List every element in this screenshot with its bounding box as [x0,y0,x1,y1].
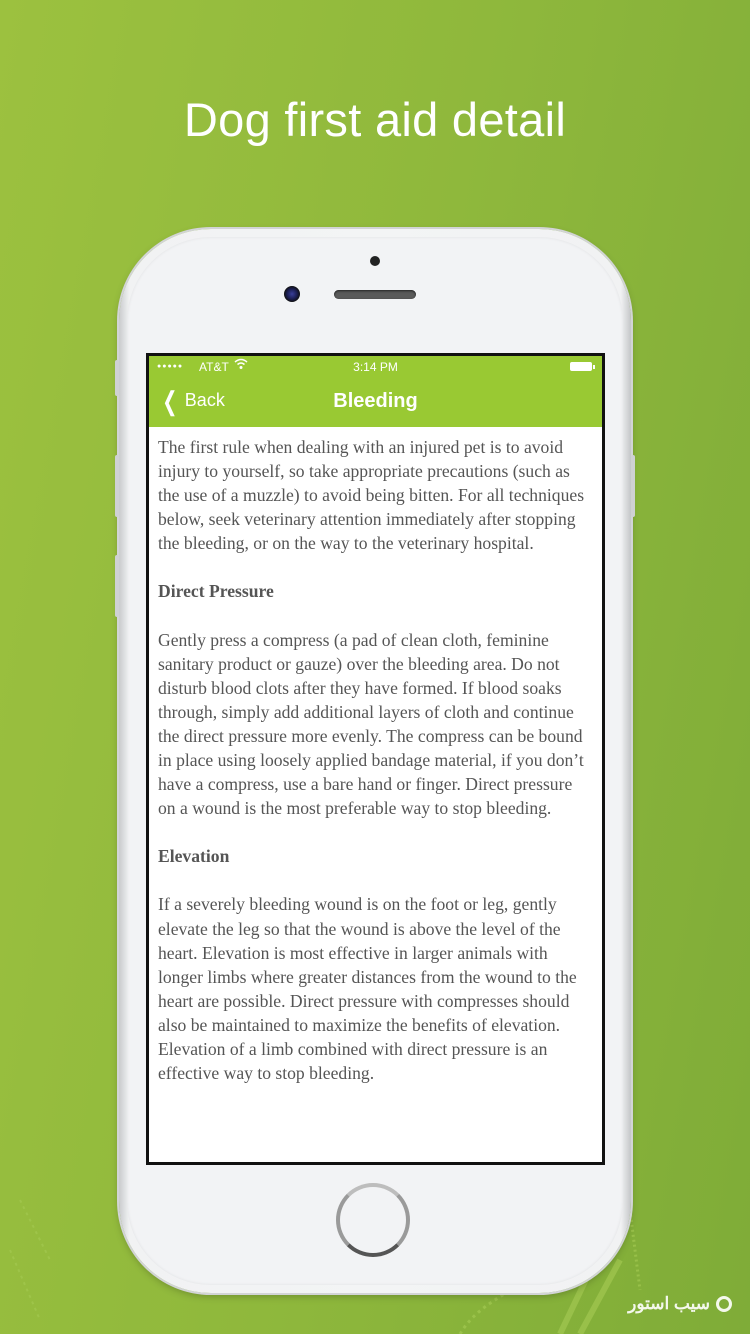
volume-down-button [115,555,119,617]
battery-full-icon [570,362,592,371]
front-camera-icon [284,286,300,302]
signal-strength-icon: ●●●●● [157,363,184,370]
status-bar [149,356,602,378]
watermark [628,1294,732,1314]
mute-switch [115,360,119,396]
phone-screen [146,353,605,1165]
section-body-elevation: If a severely bleeding wound is on the foot or leg, gently elevate the leg so that the wound is above the level of the heart. Elevation is most effective in larger animals with longer limbs where greater distances from the wound to the heart are possible. Direct pressure with compresses should also be maintained to maximize the benefits of elevation. Elevation of a limb combined with direct pressure is an effective way to stop bleeding. [158,894,577,1084]
power-button [631,455,635,517]
volume-up-button [115,455,119,517]
promo-headline: Dog first aid detail [183,93,567,146]
navigation-bar [149,356,602,427]
intro-paragraph: The first rule when dealing with an injured pet is to avoid injury to yourself, so take appropriate precautions (such as the use of a muzzle) to avoid being bitten. For all techniques below, seek veterinary attention immediately after stopping the bleeding, or on the way to the veterinary hospital. [158,437,585,554]
home-button[interactable] [336,1183,410,1257]
page-title: Bleeding [333,390,418,412]
watermark-text: سیب استور [628,1294,710,1313]
store-logo-icon [716,1296,732,1312]
section-heading-elevation: Elevation [158,846,230,867]
status-time: 3:14 PM [353,360,398,374]
back-label: Back [184,390,225,410]
earpiece-speaker [334,290,416,299]
section-body-direct-pressure: Gently press a compress (a pad of clean cloth, feminine sanitary product or gauze) over the bleeding area. Do not disturb blood clots after they have formed. If blood soaks through, simply add additional layers of cloth and continue the direct pressure more evenly. The compress can be bound in place using loosely applied bandage material, if you don’t have a compress, use a bare hand or finger. Direct pressure on a wound is the most preferable way to stop bleeding. [158,629,584,819]
proximity-sensor [370,256,380,266]
chevron-left-icon: ❮ [162,385,178,416]
article-content [149,427,602,1085]
carrier-label: AT&T [199,360,229,374]
section-heading-direct-pressure: Direct Pressure [158,581,274,602]
